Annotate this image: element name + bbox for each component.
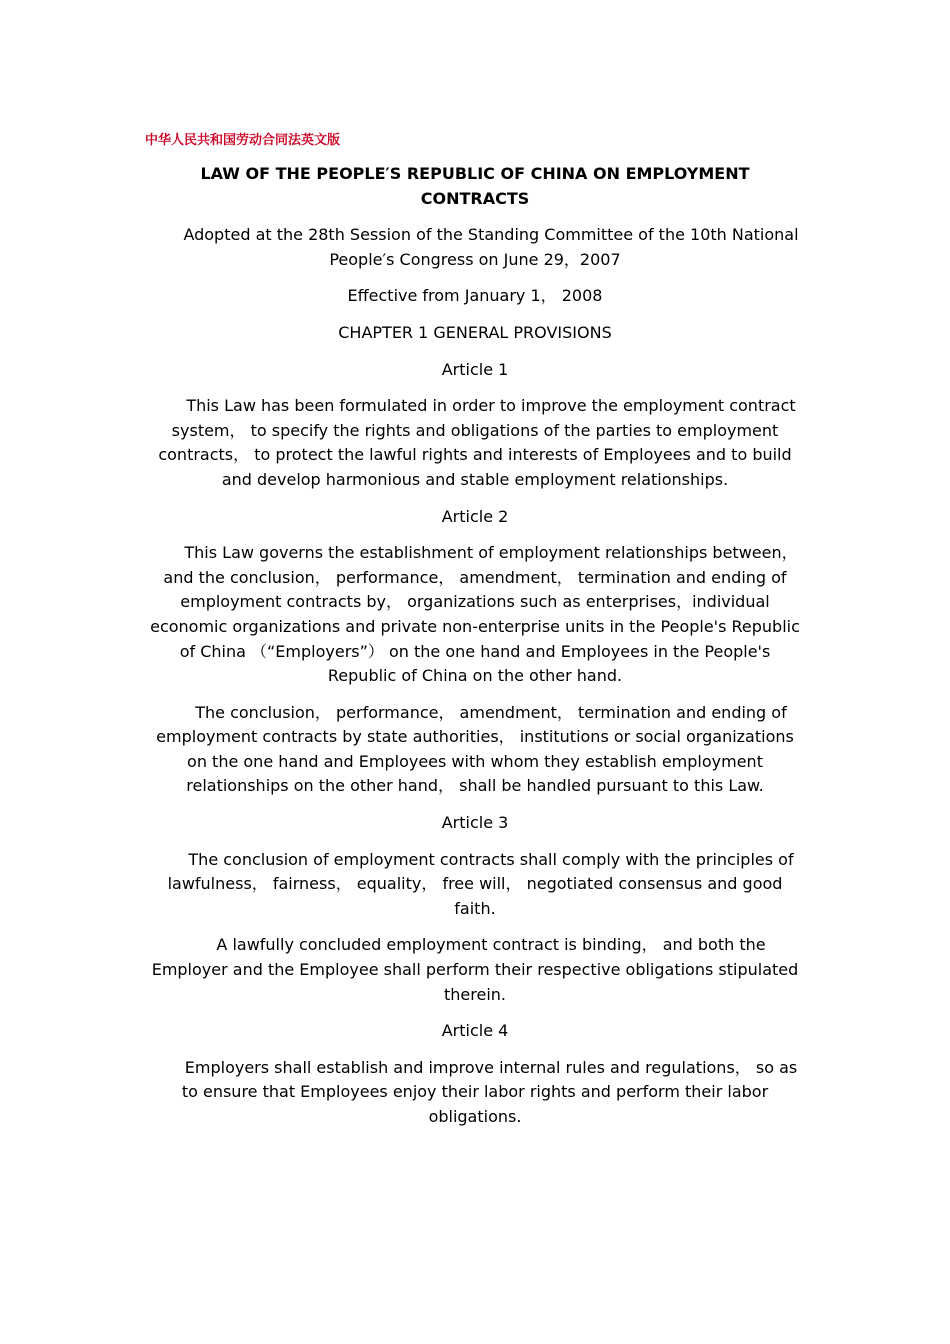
article-3-paragraph-2 <box>145 933 805 1007</box>
article-2-paragraph-2 <box>145 701 805 799</box>
article-4-paragraph-1 <box>145 1056 805 1130</box>
article-4-paragraph-1-text: Employers shall establish and improve internal rules and regulations， so as to ensure that Employees enjoy their labor rights and perform their labor obligations. <box>181 1057 798 1126</box>
adoption-note <box>145 223 805 272</box>
adoption-note-text: Adopted at the 28th Session of the Standing Committee of the 10th National People′s Congress on June 29，2007 <box>183 225 799 269</box>
article-3-paragraph-1-text: The conclusion of employment contracts shall comply with the principles of lawfulness， fairness， equality， free will， negotiated consensus and good faith. <box>167 849 794 918</box>
article-2-heading: Article 2 <box>441 506 509 526</box>
article-3-paragraph-2-text: A lawfully concluded employment contract is binding， and both the Employer and the Employee shall perform their respective obligations stipulated therein. <box>151 935 799 1004</box>
article-4-heading: Article 4 <box>441 1021 509 1041</box>
article-3-heading: Article 3 <box>441 813 509 833</box>
chinese-heading: 中华人民共和国劳动合同法英文版 <box>145 133 341 148</box>
chapter-heading: CHAPTER 1 GENERAL PROVISIONS <box>338 322 612 342</box>
article-2-paragraph-2-text: The conclusion， performance， amendment， termination and ending of employment contracts by state authorities， institutions or social organizations on the one hand and Employees with whom they establish employment relationships on the other hand， shall be handled pursuant to this Law. <box>156 702 794 796</box>
article-1-paragraph-1-text: This Law has been formulated in order to improve the employment contract system， to specify the rights and obligations of the parties to employment contracts， to protect the lawful rights and interests of Employees and to build and develop harmonious and stable employment relationships. <box>158 396 796 489</box>
article-3-paragraph-1 <box>145 848 805 922</box>
article-2-paragraph-1 <box>145 541 805 689</box>
effective-date: Effective from January 1， 2008 <box>347 286 603 306</box>
document-body <box>145 162 805 1142</box>
article-2-paragraph-1-text: This Law governs the establishment of employment relationships between， and the conclusion， performance， amendment， termination and ending of employment contracts by， organizations such as enterprises，individual economic organizations and private non-enterprise units in the People's Republic of China （“Employers”） on the one hand and Employees in the People's Republic of China on the other hand. <box>150 543 800 686</box>
article-1-heading: Article 1 <box>441 359 509 379</box>
law-title: LAW OF THE PEOPLE′S REPUBLIC OF CHINA ON EMPLOYMENT CONTRACTS <box>200 164 750 208</box>
article-1-paragraph-1 <box>145 394 805 492</box>
